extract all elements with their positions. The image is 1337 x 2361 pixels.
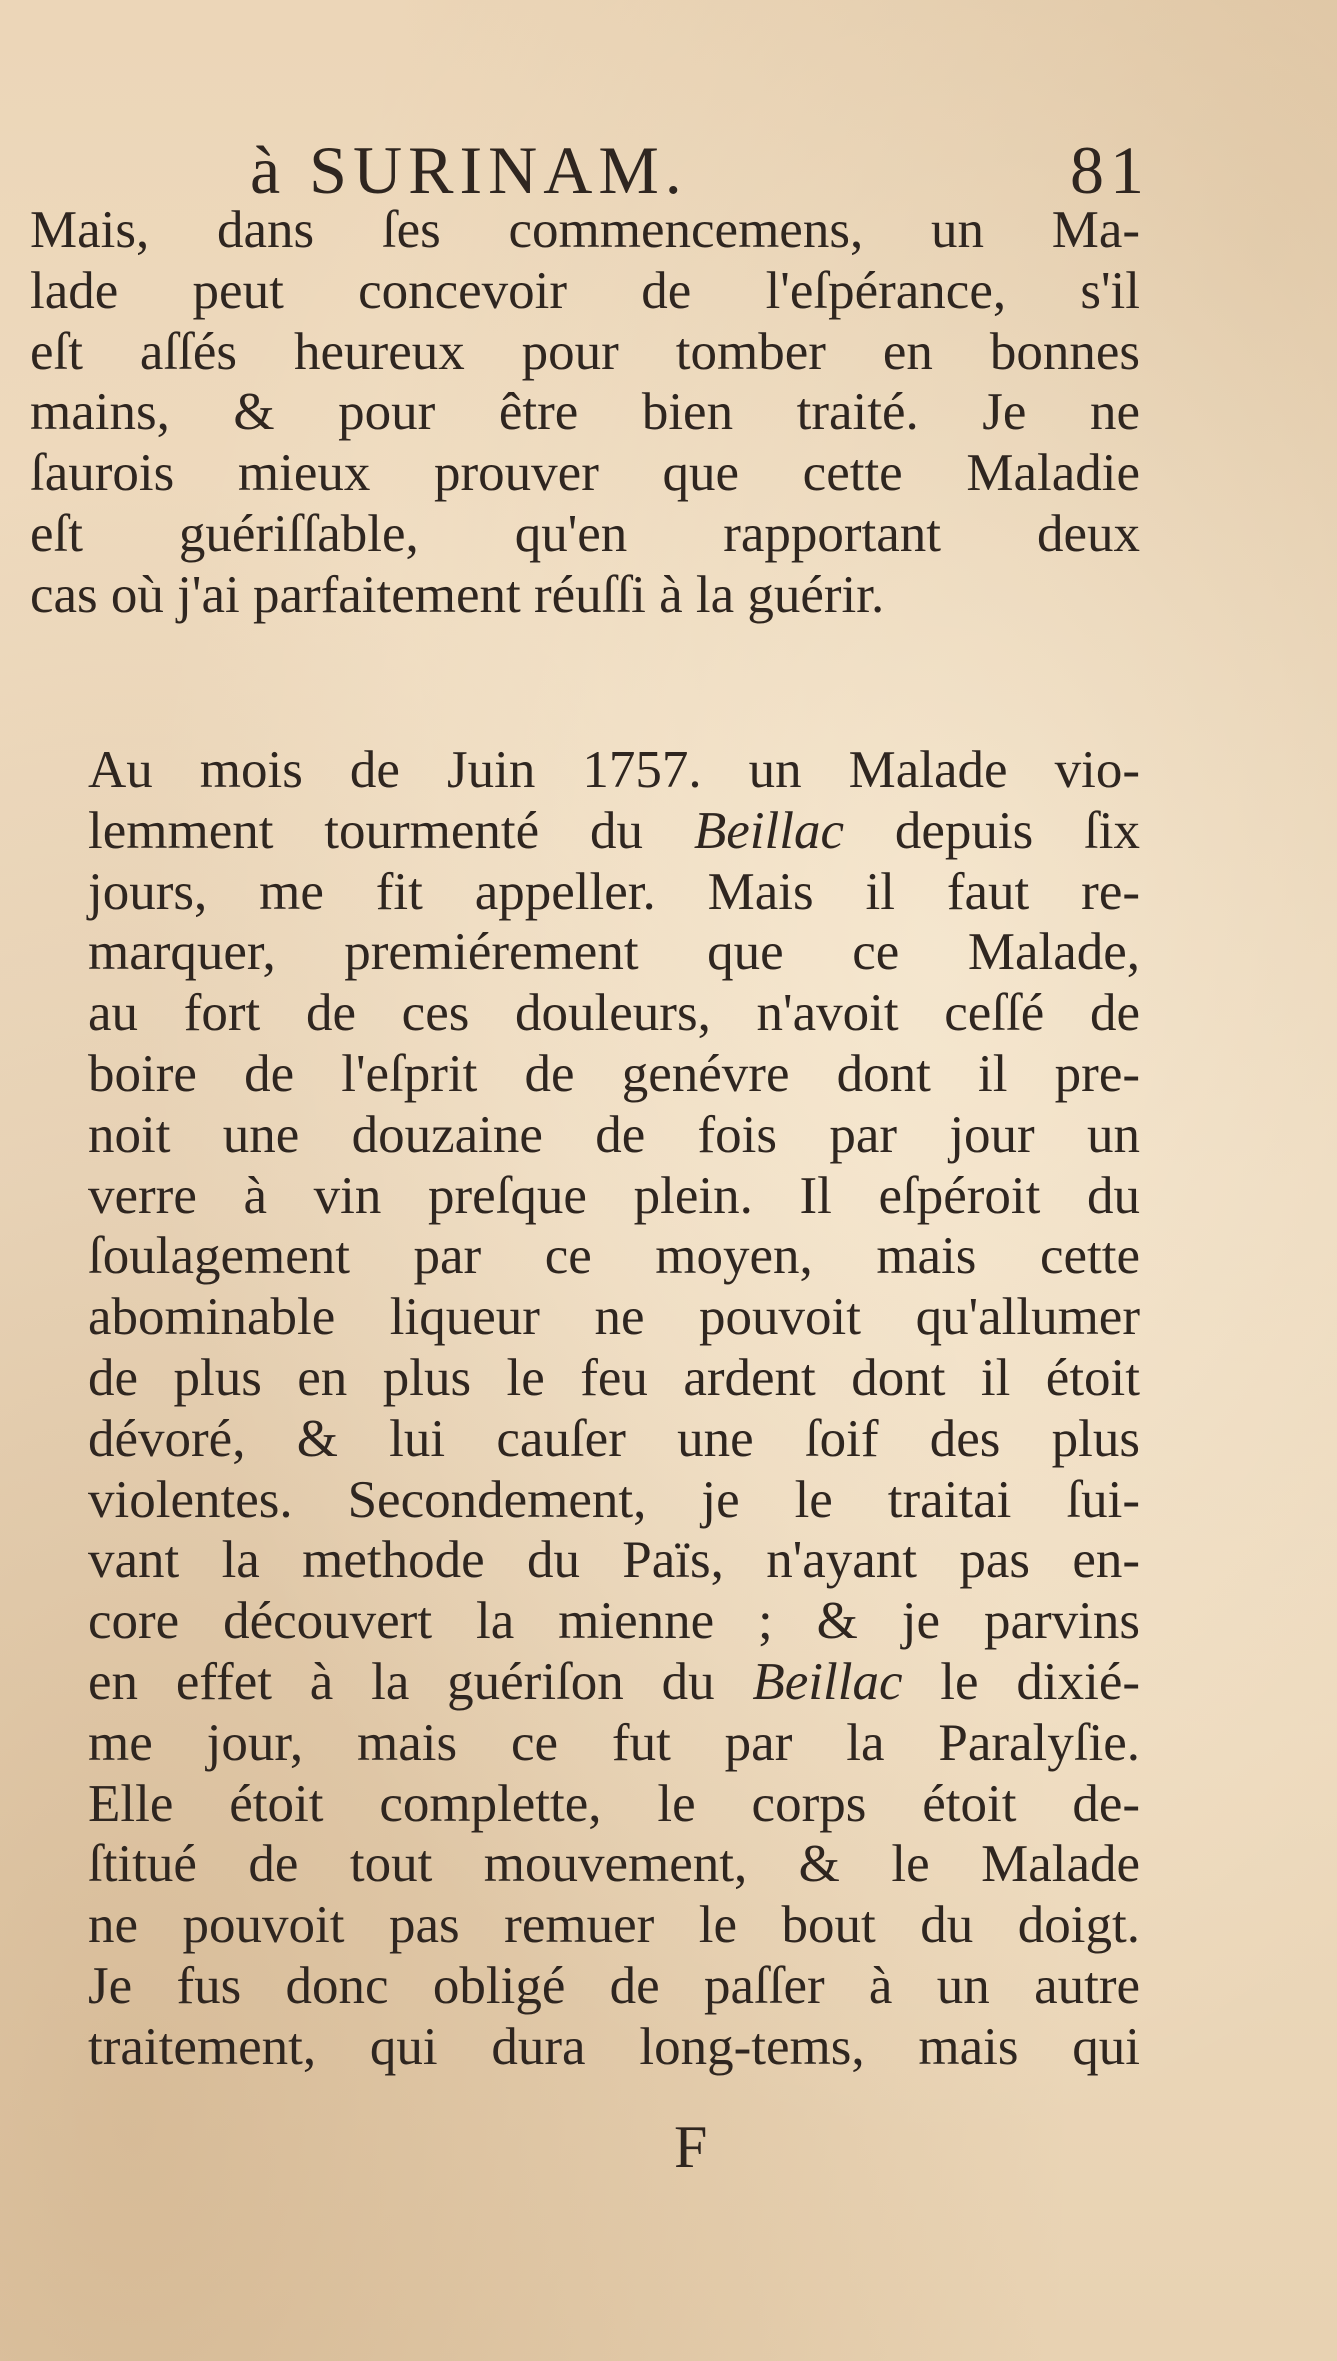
text-line: ſoulagement par ce moyen, mais cette	[88, 1227, 1140, 1286]
page-number: 81	[1070, 132, 1150, 208]
text-line: eſt aſſés heureux pour tomber en bonnes	[30, 322, 1140, 381]
text-line: vant la methode du Païs, n'ayant pas en-	[88, 1531, 1140, 1590]
text-line: mains, & pour être bien traité. Je ne	[30, 383, 1140, 442]
text-line: ſaurois mieux prouver que cette Maladie	[30, 444, 1140, 503]
text-line: au fort de ces douleurs, n'avoit ceſſé de	[88, 984, 1140, 1043]
text-line: ſtitué de tout mouvement, & le Malade	[88, 1835, 1140, 1894]
text-line: marquer, premiérement que ce Malade,	[88, 923, 1140, 982]
running-title: à SURINAM.	[250, 132, 688, 208]
text-line: core découvert la mienne ; & je parvins	[88, 1592, 1140, 1651]
text-line: Elle étoit complette, le corps étoit de-	[88, 1774, 1140, 1833]
text-line: me jour, mais ce fut par la Paralyſie.	[88, 1713, 1140, 1772]
text-line: noit une douzaine de fois par jour un	[88, 1105, 1140, 1164]
italic-term: Beillac	[693, 801, 844, 860]
text-line: boire de l'eſprit de genévre dont il pre-	[88, 1044, 1140, 1103]
text-line: jours, me fit appeller. Mais il faut re-	[88, 862, 1140, 921]
page-header	[250, 130, 1150, 210]
text-line: traitement, qui dura long-tems, mais qui	[88, 2017, 1140, 2076]
text-line: Je fus donc obligé de paſſer à un autre	[88, 1956, 1140, 2015]
text-line: cas où j'ai parfaitement réuſſi à la guérir.	[30, 565, 885, 624]
text-line: lemment tourmenté du Beillac depuis ſix	[88, 801, 1141, 860]
text-line: de plus en plus le feu ardent dont il étoit	[88, 1348, 1140, 1407]
text-line: en effet à la guériſon du Beillac le dixié-	[88, 1652, 1140, 1711]
signature-mark: F	[674, 2114, 708, 2180]
italic-term: Beillac	[752, 1652, 903, 1711]
text-line: verre à vin preſque plein. Il eſpéroit du	[88, 1166, 1140, 1225]
text-line: violentes. Secondement, je le traitai ſui-	[88, 1470, 1140, 1529]
text-line: Au mois de Juin 1757. un Malade vio-	[88, 741, 1140, 799]
text-line: lade peut concevoir de l'eſpérance, s'il	[30, 261, 1140, 320]
text-line: abominable liqueur ne pouvoit qu'allumer	[88, 1288, 1140, 1347]
text-line: eſt guériſſable, qu'en rapportant deux	[30, 504, 1140, 563]
text-line: Mais, dans ſes commencemens, un Ma-	[30, 201, 1140, 259]
paragraph-2	[30, 740, 1140, 2078]
text-line: dévoré, & lui cauſer une ſoif des plus	[88, 1409, 1140, 1468]
text-line: ne pouvoit pas remuer le bout du doigt.	[88, 1896, 1140, 1955]
paragraph-1	[30, 200, 1140, 626]
